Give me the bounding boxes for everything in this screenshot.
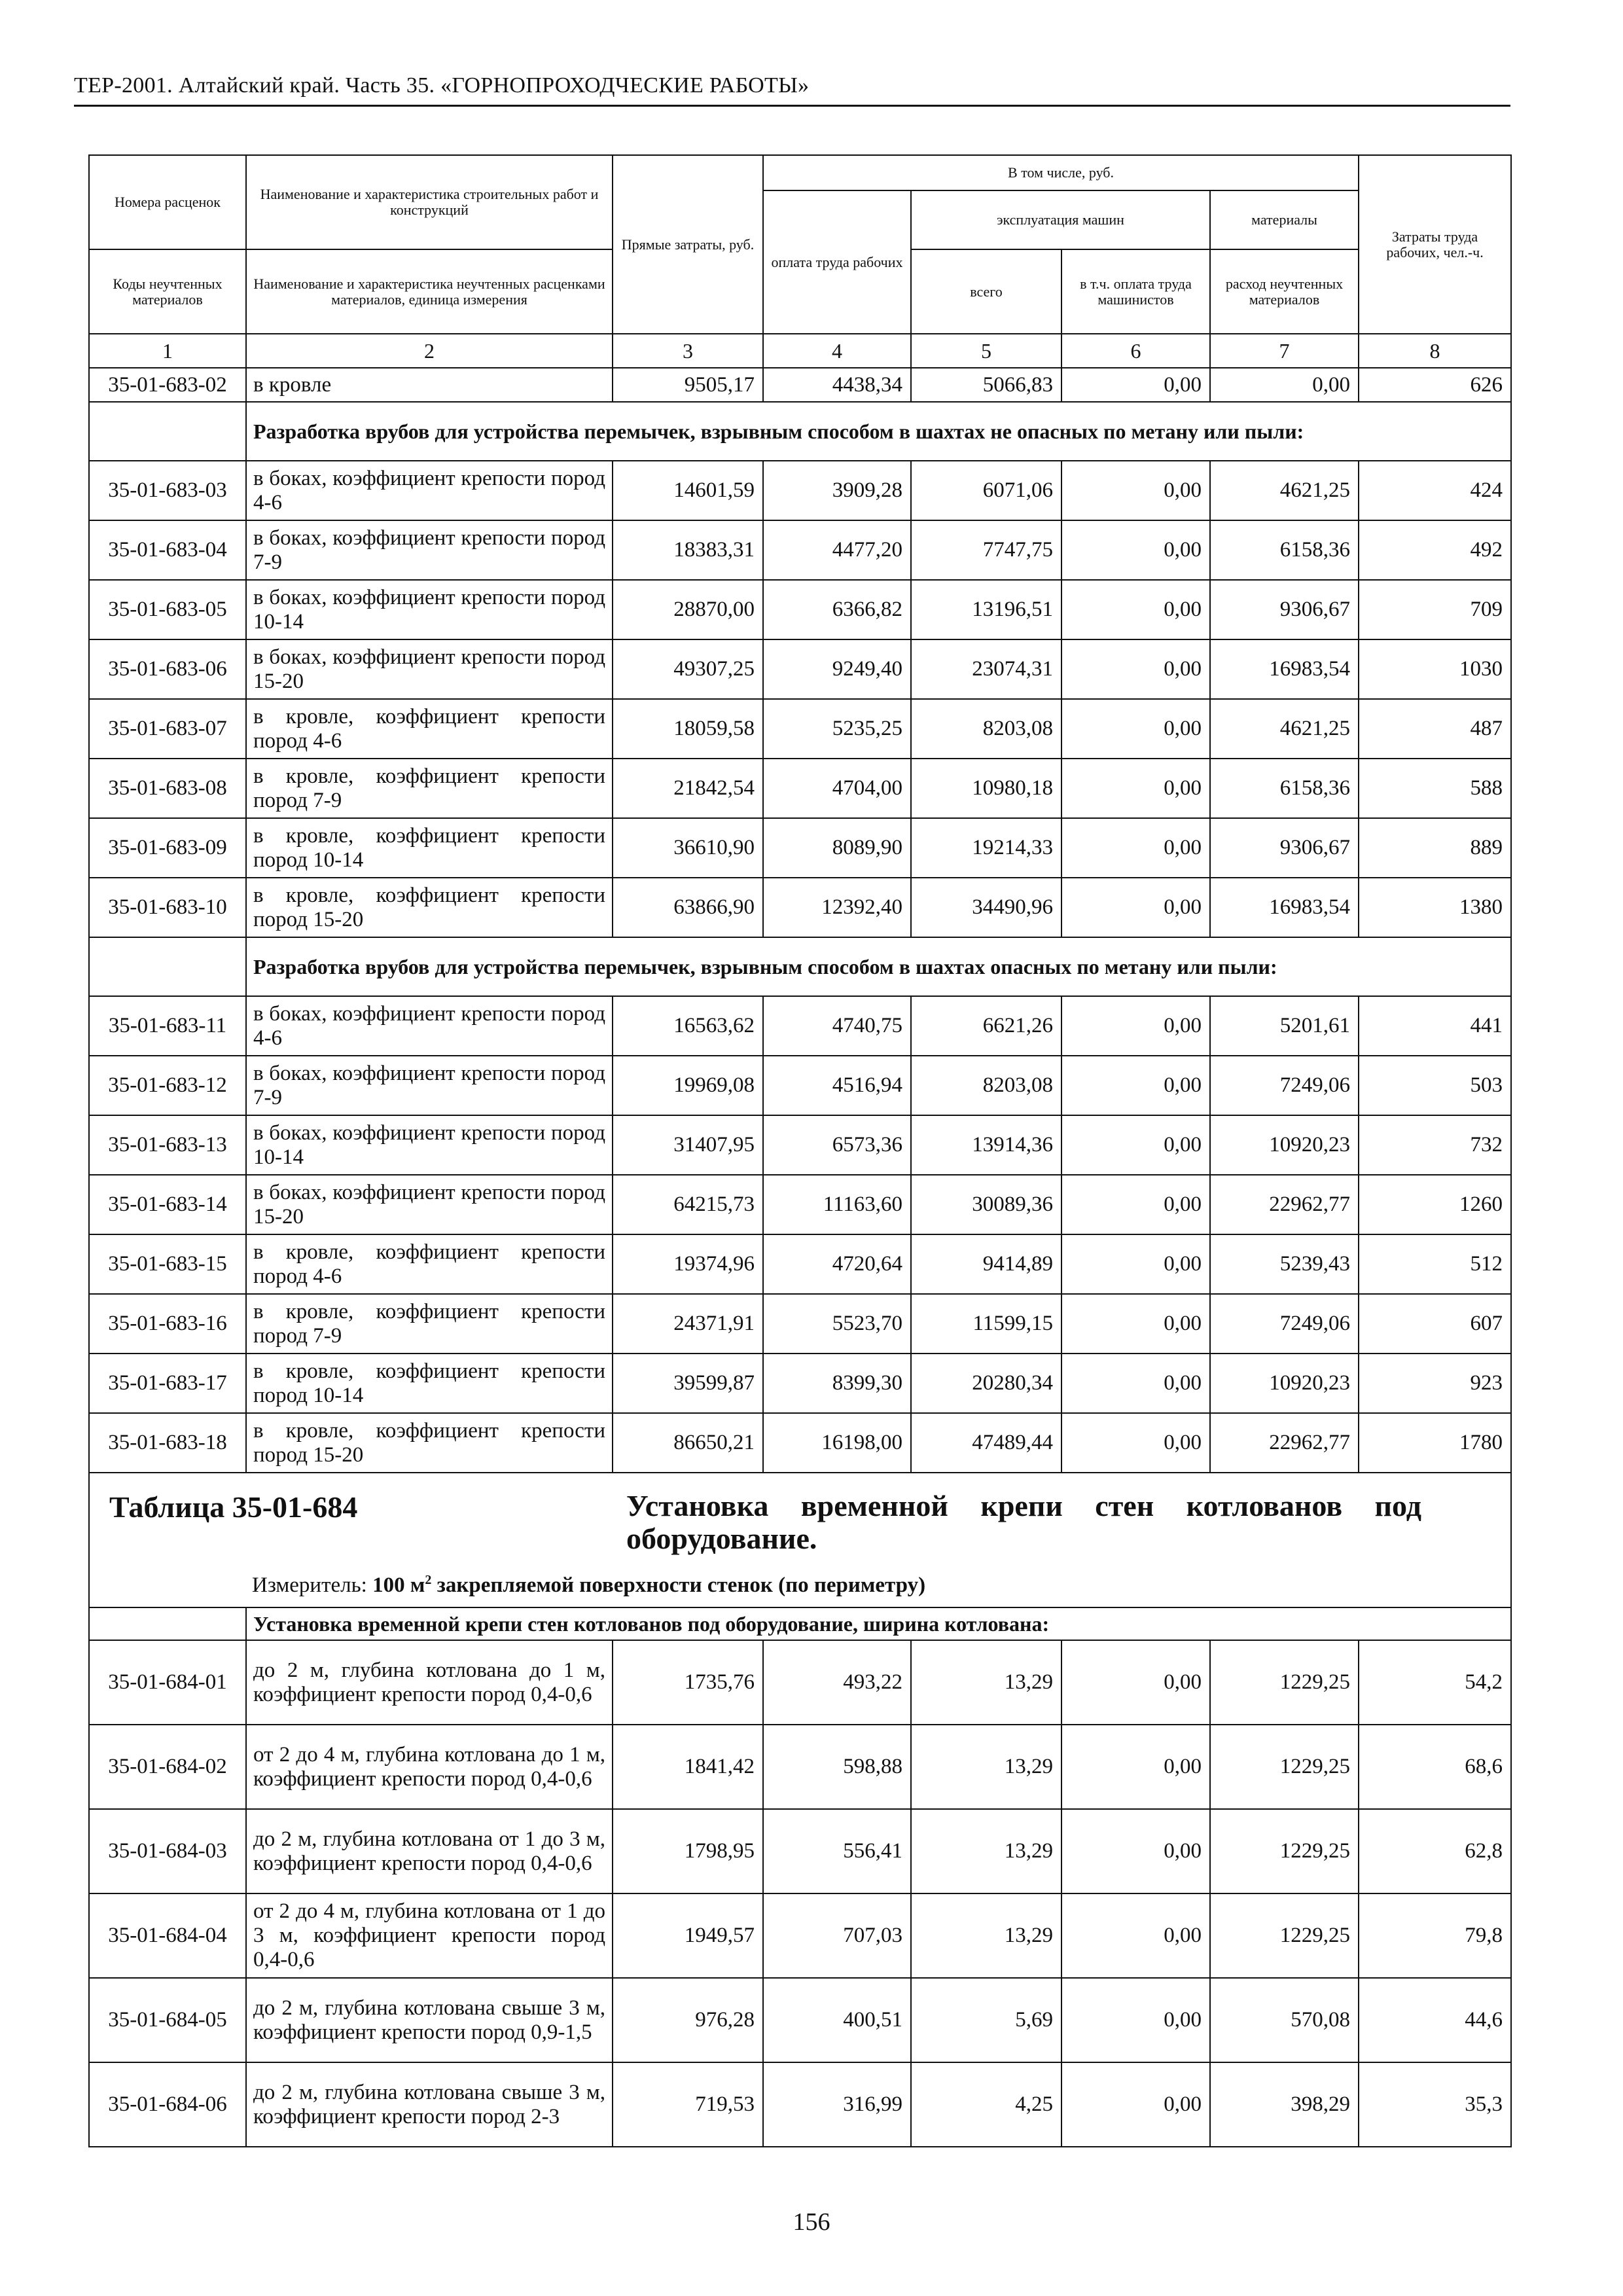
work-description: в боках, коэффициент крепости пород 10-14 xyxy=(246,580,613,639)
labor-pay-value: 6573,36 xyxy=(763,1115,911,1175)
labor-hours-value: 1030 xyxy=(1359,639,1511,699)
labor-pay-value: 16198,00 xyxy=(763,1413,911,1473)
rate-code: 35-01-683-11 xyxy=(89,996,246,1056)
work-description: в кровле, коэффициент крепости пород 4-6 xyxy=(246,699,613,759)
work-description: до 2 м, глубина котлована свыше 3 м, коэффициент крепости пород 2-3 xyxy=(246,2062,613,2147)
direct-cost-value: 19374,96 xyxy=(613,1234,763,1294)
materials-unaccounted-value: 6158,36 xyxy=(1210,759,1359,818)
labor-pay-value: 316,99 xyxy=(763,2062,911,2147)
machines-total-value: 6621,26 xyxy=(911,996,1061,1056)
materials-unaccounted-value: 16983,54 xyxy=(1210,878,1359,937)
measure-prefix: Измеритель: xyxy=(252,1573,367,1597)
materials-unaccounted-value: 22962,77 xyxy=(1210,1175,1359,1234)
machines-total-value: 13,29 xyxy=(911,1809,1061,1893)
labor-pay-value: 3909,28 xyxy=(763,461,911,520)
machines-operators-value: 0,00 xyxy=(1061,1809,1210,1893)
rate-code: 35-01-683-08 xyxy=(89,759,246,818)
table-row xyxy=(89,1056,1511,1115)
materials-unaccounted-value: 570,08 xyxy=(1210,1978,1359,2062)
col-labor-cost: Затраты труда рабочих, чел.-ч. xyxy=(1359,155,1511,334)
machines-operators-value: 0,00 xyxy=(1061,1056,1210,1115)
labor-pay-value: 493,22 xyxy=(763,1640,911,1725)
labor-pay-value: 9249,40 xyxy=(763,639,911,699)
rate-code: 35-01-683-02 xyxy=(89,368,246,402)
group-heading-row xyxy=(89,937,1511,996)
rows-section-a xyxy=(89,368,1511,402)
rate-code: 35-01-683-04 xyxy=(89,520,246,580)
machines-total-value: 30089,36 xyxy=(911,1175,1061,1234)
table-row xyxy=(89,1115,1511,1175)
table-row xyxy=(89,1809,1511,1893)
group-heading-1: Разработка врубов для устройства перемычек, взрывным способом в шахтах не опасных по метану или пыли: xyxy=(246,402,1511,461)
machines-operators-value: 0,00 xyxy=(1061,2062,1210,2147)
labor-hours-value: 54,2 xyxy=(1359,1640,1511,1725)
materials-unaccounted-value: 398,29 xyxy=(1210,2062,1359,2147)
col-rate-no: Номера расценок xyxy=(89,155,246,249)
machines-operators-value: 0,00 xyxy=(1061,759,1210,818)
table-row xyxy=(89,1978,1511,2062)
labor-hours-value: 1780 xyxy=(1359,1413,1511,1473)
machines-total-value: 20280,34 xyxy=(911,1354,1061,1413)
rate-code: 35-01-683-18 xyxy=(89,1413,246,1473)
machines-total-value: 9414,89 xyxy=(911,1234,1061,1294)
column-number: 2 xyxy=(246,334,613,368)
header-rule xyxy=(74,105,1510,107)
machines-operators-value: 0,00 xyxy=(1061,461,1210,520)
rows-section-c xyxy=(89,996,1511,1473)
materials-unaccounted-value: 10920,23 xyxy=(1210,1354,1359,1413)
machines-operators-value: 0,00 xyxy=(1061,818,1210,878)
group-heading-row xyxy=(89,1607,1511,1640)
labor-hours-value: 626 xyxy=(1359,368,1511,402)
table-row xyxy=(89,996,1511,1056)
work-description: в кровле, коэффициент крепости пород 10-14 xyxy=(246,818,613,878)
machines-operators-value: 0,00 xyxy=(1061,368,1210,402)
column-number: 7 xyxy=(1210,334,1359,368)
direct-cost-value: 86650,21 xyxy=(613,1413,763,1473)
work-description: в кровле xyxy=(246,368,613,402)
labor-pay-value: 4438,34 xyxy=(763,368,911,402)
labor-pay-value: 4477,20 xyxy=(763,520,911,580)
direct-cost-value: 63866,90 xyxy=(613,878,763,937)
work-description: до 2 м, глубина котлована свыше 3 м, коэффициент крепости пород 0,9-1,5 xyxy=(246,1978,613,2062)
rate-code: 35-01-683-14 xyxy=(89,1175,246,1234)
machines-operators-value: 0,00 xyxy=(1061,1978,1210,2062)
rate-code: 35-01-683-16 xyxy=(89,1294,246,1354)
machines-operators-value: 0,00 xyxy=(1061,1640,1210,1725)
work-description: в боках, коэффициент крепости пород 4-6 xyxy=(246,461,613,520)
labor-hours-value: 35,3 xyxy=(1359,2062,1511,2147)
machines-total-value: 5066,83 xyxy=(911,368,1061,402)
rate-code: 35-01-683-03 xyxy=(89,461,246,520)
table-684-label: Таблица 35-01-684 xyxy=(109,1490,358,1524)
rate-code: 35-01-683-13 xyxy=(89,1115,246,1175)
materials-unaccounted-value: 7249,06 xyxy=(1210,1294,1359,1354)
labor-hours-value: 1380 xyxy=(1359,878,1511,937)
work-description: в боках, коэффициент крепости пород 15-20 xyxy=(246,1175,613,1234)
table-684-section-row xyxy=(89,1473,1511,1607)
machines-total-value: 34490,96 xyxy=(911,878,1061,937)
direct-cost-value: 36610,90 xyxy=(613,818,763,878)
machines-total-value: 13,29 xyxy=(911,1893,1061,1978)
machines-total-value: 23074,31 xyxy=(911,639,1061,699)
direct-cost-value: 18059,58 xyxy=(613,699,763,759)
rate-code: 35-01-683-12 xyxy=(89,1056,246,1115)
work-description: в кровле, коэффициент крепости пород 7-9 xyxy=(246,759,613,818)
materials-unaccounted-value: 9306,67 xyxy=(1210,818,1359,878)
labor-hours-value: 923 xyxy=(1359,1354,1511,1413)
direct-cost-value: 19969,08 xyxy=(613,1056,763,1115)
materials-unaccounted-value: 10920,23 xyxy=(1210,1115,1359,1175)
machines-operators-value: 0,00 xyxy=(1061,1175,1210,1234)
labor-pay-value: 400,51 xyxy=(763,1978,911,2062)
rows-section-b xyxy=(89,461,1511,937)
col-machines-total: всего xyxy=(911,249,1061,334)
materials-unaccounted-value: 7249,06 xyxy=(1210,1056,1359,1115)
labor-hours-value: 79,8 xyxy=(1359,1893,1511,1978)
machines-operators-value: 0,00 xyxy=(1061,1354,1210,1413)
machines-operators-value: 0,00 xyxy=(1061,639,1210,699)
labor-pay-value: 8089,90 xyxy=(763,818,911,878)
group-heading-2: Разработка врубов для устройства перемычек, взрывным способом в шахтах опасных по метану или пыли: xyxy=(246,937,1511,996)
materials-unaccounted-value: 1229,25 xyxy=(1210,1809,1359,1893)
machines-operators-value: 0,00 xyxy=(1061,520,1210,580)
table-row xyxy=(89,878,1511,937)
direct-cost-value: 49307,25 xyxy=(613,639,763,699)
labor-hours-value: 62,8 xyxy=(1359,1809,1511,1893)
rate-code: 35-01-683-05 xyxy=(89,580,246,639)
work-description: до 2 м, глубина котлована до 1 м, коэффициент крепости пород 0,4-0,6 xyxy=(246,1640,613,1725)
group-heading-code-cell xyxy=(89,402,246,461)
materials-unaccounted-value: 0,00 xyxy=(1210,368,1359,402)
labor-hours-value: 44,6 xyxy=(1359,1978,1511,2062)
labor-hours-value: 588 xyxy=(1359,759,1511,818)
work-description: в кровле, коэффициент крепости пород 15-20 xyxy=(246,878,613,937)
col-including: В том числе, руб. xyxy=(763,155,1359,190)
measure-rest: закрепляемой поверхности стенок (по периметру) xyxy=(437,1573,926,1597)
work-description: в боках, коэффициент крепости пород 4-6 xyxy=(246,996,613,1056)
machines-operators-value: 0,00 xyxy=(1061,1294,1210,1354)
direct-cost-value: 31407,95 xyxy=(613,1115,763,1175)
table-row xyxy=(89,1175,1511,1234)
materials-unaccounted-value: 4621,25 xyxy=(1210,699,1359,759)
direct-cost-value: 1735,76 xyxy=(613,1640,763,1725)
rate-code: 35-01-684-04 xyxy=(89,1893,246,1978)
rate-code: 35-01-683-10 xyxy=(89,878,246,937)
labor-hours-value: 503 xyxy=(1359,1056,1511,1115)
machines-total-value: 13,29 xyxy=(911,1640,1061,1725)
labor-hours-value: 68,6 xyxy=(1359,1725,1511,1809)
table-684-section xyxy=(89,1473,1511,1607)
table-row xyxy=(89,639,1511,699)
group-heading-code-cell xyxy=(89,937,246,996)
work-description: в боках, коэффициент крепости пород 7-9 xyxy=(246,520,613,580)
labor-pay-value: 8399,30 xyxy=(763,1354,911,1413)
rate-code: 35-01-683-06 xyxy=(89,639,246,699)
machines-total-value: 11599,15 xyxy=(911,1294,1061,1354)
machines-operators-value: 0,00 xyxy=(1061,1893,1210,1978)
group-heading-row xyxy=(89,402,1511,461)
work-description: в кровле, коэффициент крепости пород 10-14 xyxy=(246,1354,613,1413)
column-number: 5 xyxy=(911,334,1061,368)
labor-hours-value: 889 xyxy=(1359,818,1511,878)
col-direct-costs: Прямые затраты, руб. xyxy=(613,155,763,334)
rates-table xyxy=(88,154,1512,2147)
work-description: в кровле, коэффициент крепости пород 4-6 xyxy=(246,1234,613,1294)
labor-hours-value: 732 xyxy=(1359,1115,1511,1175)
machines-operators-value: 0,00 xyxy=(1061,1725,1210,1809)
column-number: 4 xyxy=(763,334,911,368)
rate-code: 35-01-683-17 xyxy=(89,1354,246,1413)
direct-cost-value: 39599,87 xyxy=(613,1354,763,1413)
machines-operators-value: 0,00 xyxy=(1061,580,1210,639)
rate-code: 35-01-683-15 xyxy=(89,1234,246,1294)
labor-hours-value: 512 xyxy=(1359,1234,1511,1294)
work-description: от 2 до 4 м, глубина котлована до 1 м, коэффициент крепости пород 0,4-0,6 xyxy=(246,1725,613,1809)
col-materials-unaccounted: расход неучтенных материалов xyxy=(1210,249,1359,334)
machines-operators-value: 0,00 xyxy=(1061,878,1210,937)
labor-pay-value: 556,41 xyxy=(763,1809,911,1893)
labor-pay-value: 598,88 xyxy=(763,1725,911,1809)
direct-cost-value: 1949,57 xyxy=(613,1893,763,1978)
machines-operators-value: 0,00 xyxy=(1061,1413,1210,1473)
machines-total-value: 10980,18 xyxy=(911,759,1061,818)
table-row xyxy=(89,461,1511,520)
materials-unaccounted-value: 1229,25 xyxy=(1210,1893,1359,1978)
materials-unaccounted-value: 6158,36 xyxy=(1210,520,1359,580)
group-heading-684: Установка временной крепи стен котлованов под оборудование, ширина котлована: xyxy=(246,1607,1511,1640)
table-row xyxy=(89,1294,1511,1354)
work-description: в боках, коэффициент крепости пород 10-14 xyxy=(246,1115,613,1175)
machines-total-value: 5,69 xyxy=(911,1978,1061,2062)
labor-pay-value: 4740,75 xyxy=(763,996,911,1056)
table-row xyxy=(89,1640,1511,1725)
rate-code: 35-01-684-02 xyxy=(89,1725,246,1809)
direct-cost-value: 14601,59 xyxy=(613,461,763,520)
column-number: 6 xyxy=(1061,334,1210,368)
labor-hours-value: 424 xyxy=(1359,461,1511,520)
machines-total-value: 7747,75 xyxy=(911,520,1061,580)
labor-hours-value: 1260 xyxy=(1359,1175,1511,1234)
materials-unaccounted-value: 22962,77 xyxy=(1210,1413,1359,1473)
running-header: ТЕР-2001. Алтайский край. Часть 35. «ГОРНОПРОХОДЧЕСКИЕ РАБОТЫ» xyxy=(74,73,810,98)
labor-pay-value: 5523,70 xyxy=(763,1294,911,1354)
machines-operators-value: 0,00 xyxy=(1061,996,1210,1056)
table-684-title: Установка временной крепи стен котлованов под оборудование. xyxy=(626,1489,1421,1555)
col-material-names: Наименование и характеристика неучтенных расценками материалов, единица измерения xyxy=(246,249,613,334)
labor-hours-value: 487 xyxy=(1359,699,1511,759)
labor-pay-value: 4516,94 xyxy=(763,1056,911,1115)
materials-unaccounted-value: 1229,25 xyxy=(1210,1725,1359,1809)
measure-qty: 100 м xyxy=(372,1573,425,1597)
col-machines-operators: в т.ч. оплата труда машинистов xyxy=(1061,249,1210,334)
column-number: 1 xyxy=(89,334,246,368)
work-description: в боках, коэффициент крепости пород 7-9 xyxy=(246,1056,613,1115)
machines-total-value: 19214,33 xyxy=(911,818,1061,878)
machines-total-value: 4,25 xyxy=(911,2062,1061,2147)
direct-cost-value: 16563,62 xyxy=(613,996,763,1056)
col-material-codes: Коды неучтенных материалов xyxy=(89,249,246,334)
rows-section-d xyxy=(89,1640,1511,2147)
machines-total-value: 13914,36 xyxy=(911,1115,1061,1175)
machines-total-value: 13,29 xyxy=(911,1725,1061,1809)
labor-hours-value: 709 xyxy=(1359,580,1511,639)
col-machines: эксплуатация машин xyxy=(911,190,1210,249)
column-number: 8 xyxy=(1359,334,1511,368)
work-description: от 2 до 4 м, глубина котлована от 1 до 3 м, коэффициент крепости пород 0,4-0,6 xyxy=(246,1893,613,1978)
labor-pay-value: 11163,60 xyxy=(763,1175,911,1234)
table-row xyxy=(89,520,1511,580)
work-description: в кровле, коэффициент крепости пород 7-9 xyxy=(246,1294,613,1354)
materials-unaccounted-value: 5239,43 xyxy=(1210,1234,1359,1294)
direct-cost-value: 1841,42 xyxy=(613,1725,763,1809)
table-row xyxy=(89,699,1511,759)
direct-cost-value: 9505,17 xyxy=(613,368,763,402)
rate-code: 35-01-683-07 xyxy=(89,699,246,759)
materials-unaccounted-value: 5201,61 xyxy=(1210,996,1359,1056)
labor-pay-value: 12392,40 xyxy=(763,878,911,937)
direct-cost-value: 64215,73 xyxy=(613,1175,763,1234)
labor-hours-value: 441 xyxy=(1359,996,1511,1056)
work-description: в кровле, коэффициент крепости пород 15-20 xyxy=(246,1413,613,1473)
table-row xyxy=(89,368,1511,402)
measure-sup: 2 xyxy=(425,1573,432,1587)
machines-total-value: 47489,44 xyxy=(911,1413,1061,1473)
work-description: до 2 м, глубина котлована от 1 до 3 м, коэффициент крепости пород 0,4-0,6 xyxy=(246,1809,613,1893)
column-number: 3 xyxy=(613,334,763,368)
col-materials: материалы xyxy=(1210,190,1359,249)
table-row xyxy=(89,1413,1511,1473)
machines-total-value: 13196,51 xyxy=(911,580,1061,639)
materials-unaccounted-value: 4621,25 xyxy=(1210,461,1359,520)
direct-cost-value: 28870,00 xyxy=(613,580,763,639)
labor-hours-value: 607 xyxy=(1359,1294,1511,1354)
materials-unaccounted-value: 1229,25 xyxy=(1210,1640,1359,1725)
table-row xyxy=(89,580,1511,639)
materials-unaccounted-value: 16983,54 xyxy=(1210,639,1359,699)
materials-unaccounted-value: 9306,67 xyxy=(1210,580,1359,639)
direct-cost-value: 24371,91 xyxy=(613,1294,763,1354)
labor-pay-value: 6366,82 xyxy=(763,580,911,639)
labor-pay-value: 707,03 xyxy=(763,1893,911,1978)
column-numbers-row xyxy=(89,334,1511,368)
direct-cost-value: 976,28 xyxy=(613,1978,763,2062)
table-684-measure xyxy=(252,1573,925,1598)
machines-operators-value: 0,00 xyxy=(1061,1234,1210,1294)
col-labor-pay: оплата труда рабочих xyxy=(763,190,911,334)
machines-operators-value: 0,00 xyxy=(1061,1115,1210,1175)
machines-total-value: 8203,08 xyxy=(911,1056,1061,1115)
table-row xyxy=(89,1354,1511,1413)
table-row xyxy=(89,759,1511,818)
direct-cost-value: 18383,31 xyxy=(613,520,763,580)
table-row xyxy=(89,1234,1511,1294)
machines-total-value: 8203,08 xyxy=(911,699,1061,759)
group-heading-code-cell xyxy=(89,1607,246,1640)
direct-cost-value: 21842,54 xyxy=(613,759,763,818)
col-work-name: Наименование и характеристика строительных работ и конструкций xyxy=(246,155,613,249)
machines-total-value: 6071,06 xyxy=(911,461,1061,520)
machines-operators-value: 0,00 xyxy=(1061,699,1210,759)
work-description: в боках, коэффициент крепости пород 15-20 xyxy=(246,639,613,699)
table-row xyxy=(89,1893,1511,1978)
rate-code: 35-01-684-06 xyxy=(89,2062,246,2147)
rate-code: 35-01-684-01 xyxy=(89,1640,246,1725)
rate-code: 35-01-684-05 xyxy=(89,1978,246,2062)
labor-pay-value: 4720,64 xyxy=(763,1234,911,1294)
labor-pay-value: 5235,25 xyxy=(763,699,911,759)
table-row xyxy=(89,818,1511,878)
labor-hours-value: 492 xyxy=(1359,520,1511,580)
direct-cost-value: 1798,95 xyxy=(613,1809,763,1893)
page-number: 156 xyxy=(793,2208,830,2236)
table-row xyxy=(89,1725,1511,1809)
labor-pay-value: 4704,00 xyxy=(763,759,911,818)
direct-cost-value: 719,53 xyxy=(613,2062,763,2147)
rate-code: 35-01-684-03 xyxy=(89,1809,246,1893)
rate-code: 35-01-683-09 xyxy=(89,818,246,878)
table-row xyxy=(89,2062,1511,2147)
